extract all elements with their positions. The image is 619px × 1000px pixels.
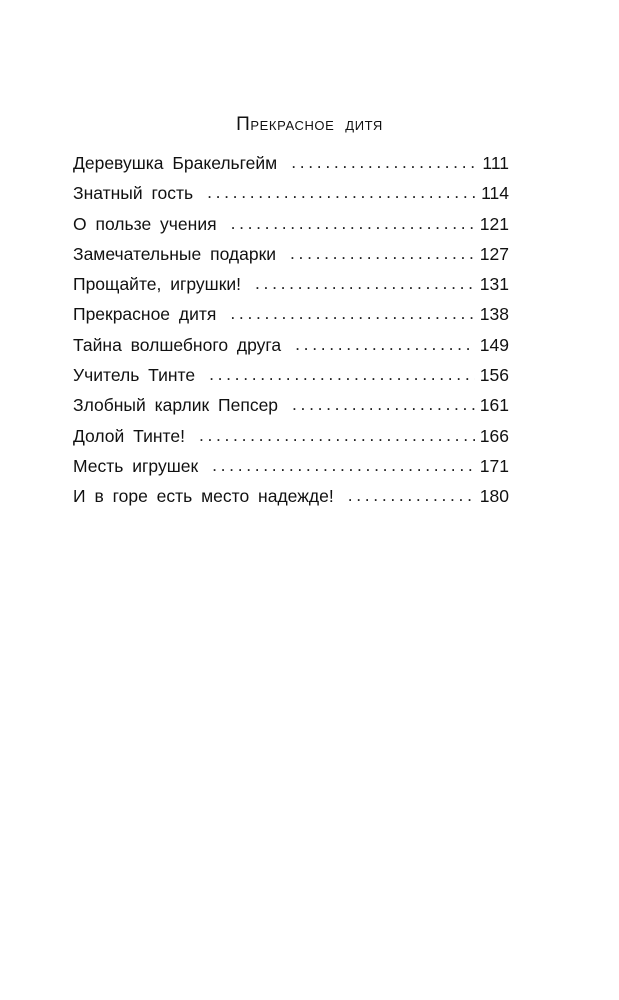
toc-entry[interactable] <box>73 334 509 364</box>
dot-leader <box>291 151 475 173</box>
toc-entry[interactable] <box>73 455 509 485</box>
toc-entry-title: Злобный карлик Пепсер <box>73 395 279 416</box>
toc-entry-title: Учитель Тинте <box>73 365 196 386</box>
toc-entry-title: О пользе учения <box>73 213 217 234</box>
dot-leader <box>207 181 475 203</box>
dot-leader <box>231 212 475 234</box>
dot-leader <box>199 424 475 446</box>
dot-leader <box>255 272 475 294</box>
toc-entry-title: Деревушка Бракельгейм <box>73 153 278 173</box>
toc-entry[interactable] <box>73 273 509 303</box>
toc-entry-page: 166 <box>479 425 509 446</box>
toc-entry[interactable] <box>73 303 509 333</box>
toc-entry-page: 131 <box>479 274 509 295</box>
toc-entry[interactable] <box>73 394 509 424</box>
toc-entry-page: 156 <box>479 365 509 386</box>
toc-entry[interactable] <box>73 213 509 243</box>
dot-leader <box>230 302 475 324</box>
toc-entry-page: 149 <box>479 334 509 355</box>
toc-entry-page: 171 <box>479 455 509 476</box>
dot-leader <box>348 484 475 506</box>
toc-entry-title: Долой Тинте! <box>73 425 185 446</box>
toc-entry[interactable] <box>73 243 509 273</box>
toc-entry[interactable] <box>73 182 509 212</box>
toc-entry[interactable] <box>73 364 509 394</box>
dot-leader <box>295 333 475 355</box>
dot-leader <box>212 454 475 476</box>
toc-entry-page: 111 <box>482 153 509 173</box>
toc-entry-page: 127 <box>479 243 509 264</box>
toc-entry-page: 114 <box>481 183 509 204</box>
toc-entry-title: Месть игрушек <box>73 455 199 476</box>
toc-entry-page: 138 <box>479 304 509 325</box>
toc-entry[interactable] <box>73 152 509 182</box>
toc-entry-title: Знатный гость <box>73 183 194 204</box>
dot-leader <box>290 242 475 264</box>
dot-leader <box>292 393 475 415</box>
toc-entry-page: 121 <box>479 213 509 234</box>
toc-entry-title: Прощайте, игрушки! <box>73 274 242 295</box>
section-title: Прекрасное дитя <box>236 114 383 135</box>
toc-entry-title: Прекрасное дитя <box>73 304 217 325</box>
toc-entry-page: 180 <box>479 486 509 507</box>
table-of-contents <box>73 152 509 516</box>
toc-entry-title: Замечательные подарки <box>73 243 277 264</box>
dot-leader <box>209 363 475 385</box>
toc-entry[interactable] <box>73 485 509 515</box>
toc-entry-title: Тайна волшебного друга <box>73 334 282 355</box>
toc-entry-page: 161 <box>479 395 509 416</box>
toc-entry[interactable] <box>73 425 509 455</box>
toc-entry-title: И в горе есть место надежде! <box>73 486 334 507</box>
